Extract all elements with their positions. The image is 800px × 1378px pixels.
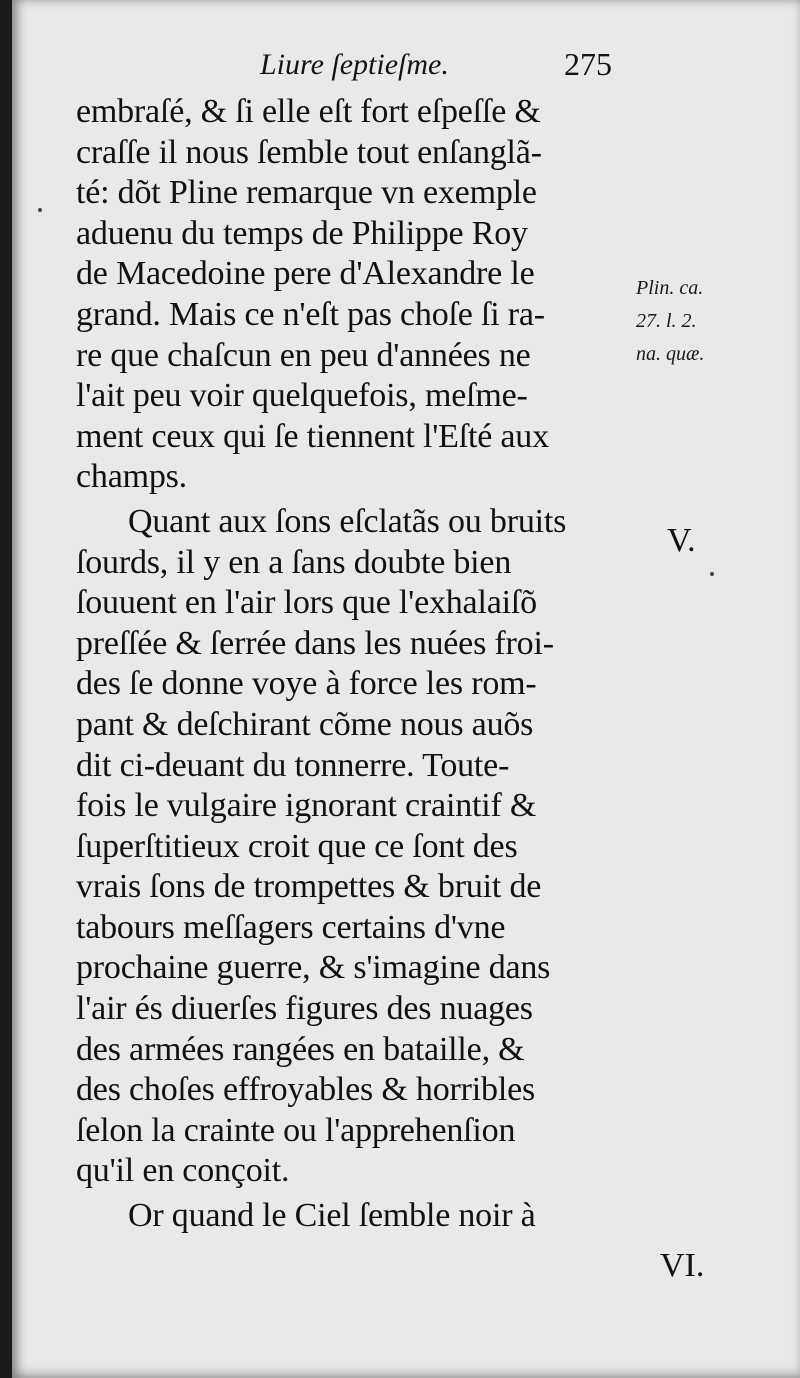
text-line: fois le vulgaire ignorant craintif &: [76, 787, 537, 825]
section-mark-vi: VI.: [660, 1247, 705, 1284]
text-line: tabours meſſagers certains d'vne: [76, 908, 506, 946]
text-line: ſelon la crainte ou l'apprehenſion: [76, 1111, 516, 1149]
text-line: ſouuent en l'air lors que l'exhalaiſõ: [76, 584, 537, 622]
text-line: champs.: [76, 458, 187, 496]
text-line: re que chaſcun en peu d'années ne: [76, 336, 531, 374]
paragraph-start-line: Quant aux ſons eſclatãs ou bruits: [128, 502, 567, 540]
text-line: ſourds, il y en a ſans doubte bien: [76, 543, 512, 581]
text-line: vrais ſons de trompettes & bruit de: [76, 868, 542, 906]
text-line: de Macedoine pere d'Alexandre le: [76, 255, 535, 293]
text-line: des choſes effroyables & horribles: [76, 1071, 535, 1109]
section-mark-v: V.: [667, 522, 696, 559]
text-line: ment ceux qui ſe tiennent l'Eſté aux: [76, 417, 549, 455]
text-line: l'air és diuerſes figures des nuages: [76, 990, 533, 1028]
ink-speck: [38, 208, 42, 212]
text-line: dit ci-deuant du tonnerre. Toute-: [76, 746, 510, 784]
text-line: qu'il en conçoit.: [76, 1152, 290, 1190]
margin-note: Plin. ca.: [636, 277, 704, 299]
text-line: té: dõt Pline remarque vn exemple: [76, 174, 537, 212]
text-line: ſuperſtitieux croit que ce ſont des: [76, 827, 518, 865]
text-line: embraſé, & ſi elle eſt fort eſpeſſe &: [76, 93, 541, 130]
margin-note: na. quæ.: [636, 343, 705, 365]
text-line: craſſe il nous ſemble tout enſanglã-: [76, 133, 542, 171]
text-line: preſſée & ſerrée dans les nuées froi-: [76, 624, 554, 662]
text-line: prochaine guerre, & s'imagine dans: [76, 949, 551, 987]
text-line: des armées rangées en bataille, &: [76, 1030, 525, 1068]
body-text: [76, 92, 656, 1237]
text-line: aduenu du temps de Philippe Roy: [76, 214, 528, 252]
text-line: l'ait peu voir quelquefois, meſme-: [76, 377, 528, 415]
page-number: 275: [564, 46, 612, 82]
margin-note: 27. l. 2.: [636, 310, 697, 332]
text-line: pant & deſchirant cõme nous auõs: [76, 705, 534, 743]
page-header: [12, 44, 800, 88]
running-head: Liure ſeptieſme.: [260, 48, 449, 81]
book-page: [12, 0, 800, 1378]
text-line: des ſe donne voye à force les rom-: [76, 665, 537, 703]
ink-speck: [710, 572, 714, 576]
text-line: grand. Mais ce n'eſt pas choſe ſi ra-: [76, 295, 545, 333]
paragraph-start-line: Or quand le Ciel ſemble noir à: [128, 1197, 536, 1235]
